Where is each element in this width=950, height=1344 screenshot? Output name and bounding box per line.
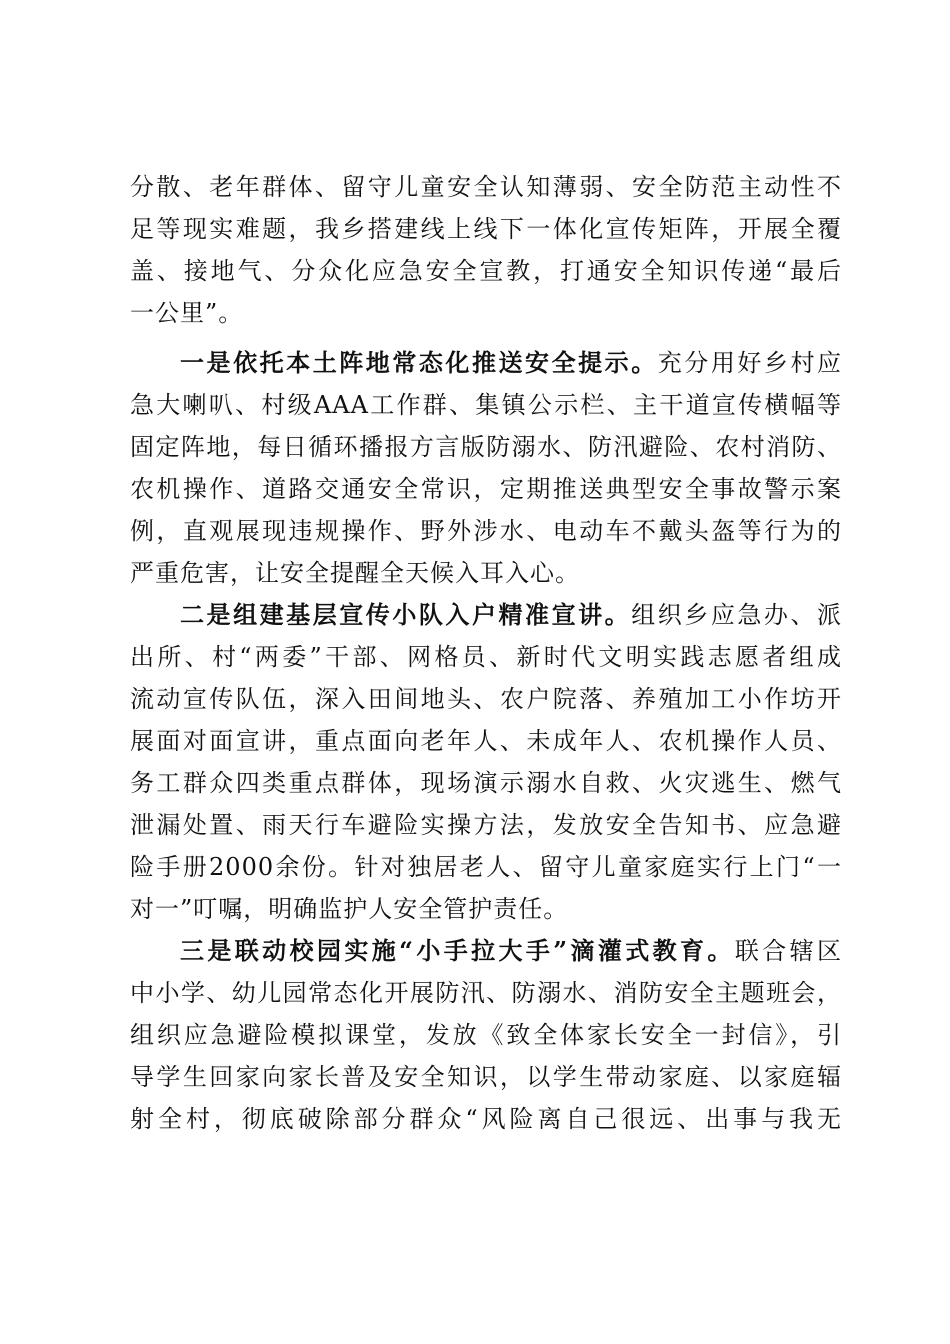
paragraph-heading: 三是联动校园实施“小手拉大手”滴灌式教育。 (180, 936, 735, 965)
text-line: 盖、接地气、分众化应急安全宣教，打通安全知识传递“最后 (130, 257, 842, 285)
text-line: 务工群众四类重点群体，现场演示溺水自救、火灾逃生、燃气 (130, 769, 842, 797)
paragraph-first-line (130, 594, 842, 636)
text-line: 流动宣传队伍，深入田间地头、农户院落、养殖加工小作坊开 (130, 685, 842, 713)
text-line: 足等现实难题，我乡搭建线上线下一体化宣传矩阵，开展全覆 (130, 215, 842, 243)
paragraph-local-positions (130, 342, 842, 594)
text-line: 农机操作、道路交通安全常识，定期推送典型安全事故警示案 (130, 475, 842, 503)
paragraph-intro (130, 166, 842, 334)
text-line: 分散、老年群体、留守儿童安全认知薄弱、安全防范主动性不 (130, 173, 842, 201)
text-line: 泄漏处置、雨天行车避险实操方法，发放安全告知书、应急避 (130, 811, 842, 839)
text-line: 展面对面宣讲，重点面向老年人、未成年人、农机操作人员、 (130, 727, 842, 755)
text-line: 险手册2000余份。针对独居老人、留守儿童家庭实行上门“一 (130, 853, 842, 881)
text-line: 严重危害，让安全提醒全天候入耳入心。 (130, 559, 580, 587)
text-line: 对一”叮嘱，明确监护人安全管护责任。 (130, 895, 569, 923)
text-line: 急大喇叭、村级AAA工作群、集镇公示栏、主干道宣传横幅等 (130, 391, 842, 419)
paragraph-first-line (130, 342, 842, 384)
text-line: 组织应急避险模拟课堂，发放《致全体家长安全一封信》，引 (130, 1021, 842, 1049)
text-line: 中小学、幼儿园常态化开展防汛、防溺水、消防安全主题班会， (130, 979, 842, 1007)
text-line: 导学生回家向家长普及安全知识，以学生带动家庭、以家庭辐 (130, 1063, 842, 1091)
heading-rest-text: 联合辖区 (734, 937, 843, 965)
text-line: 射全村，彻底破除部分群众“风险离自己很远、出事与我无 (130, 1105, 842, 1133)
paragraph-heading: 一是依托本土阵地常态化推送安全提示。 (180, 348, 658, 377)
paragraph-first-line (130, 930, 842, 972)
document-body (130, 166, 842, 1140)
text-line: 出所、村“两委”干部、网格员、新时代文明实践志愿者组成 (130, 643, 842, 671)
text-line: 例，直观展现违规操作、野外涉水、电动车不戴头盔等行为的 (130, 517, 842, 545)
heading-rest-text: 充分用好乡村应 (657, 349, 842, 377)
paragraph-heading: 二是组建基层宣传小队入户精准宣讲。 (180, 600, 632, 629)
text-line: 固定阵地，每日循环播报方言版防溺水、防汛避险、农村消防、 (130, 433, 842, 461)
heading-rest-text: 组织乡应急办、派 (631, 601, 843, 629)
paragraph-campus-linkage (130, 930, 842, 1140)
paragraph-grassroots-team (130, 594, 842, 930)
text-line: 一公里”。 (130, 299, 244, 327)
